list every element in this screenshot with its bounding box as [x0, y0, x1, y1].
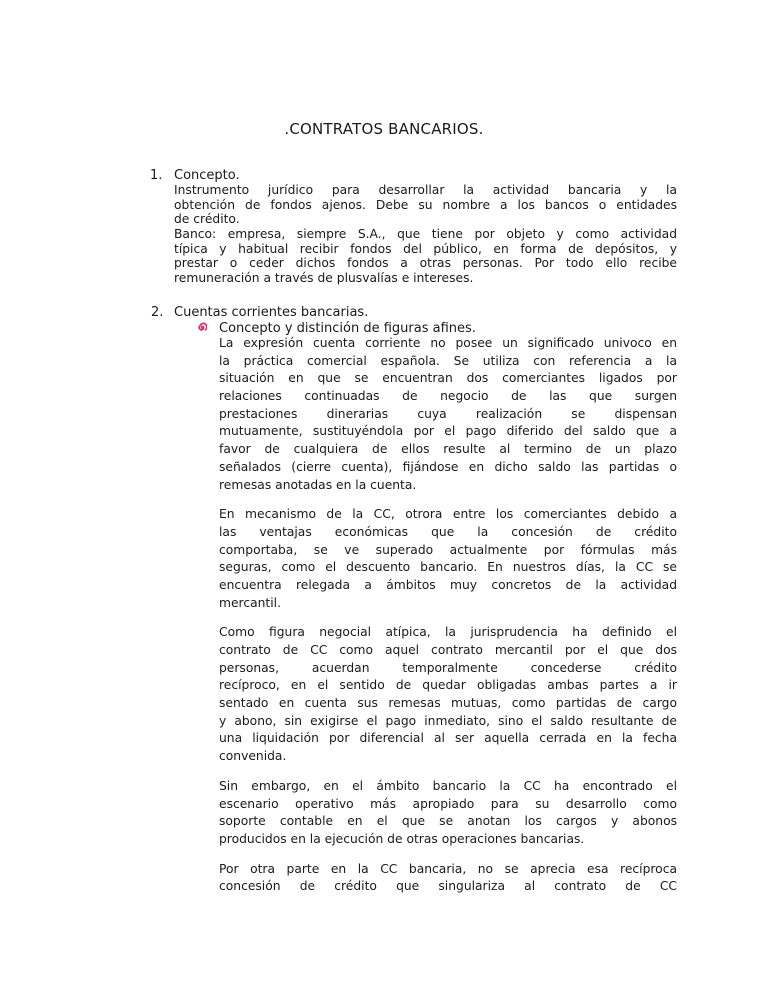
- paragraph: [219, 506, 677, 612]
- text-line: y abono, sin exigirse el pago inmediato, sino el saldo resultante de: [219, 713, 677, 728]
- text-line: mercantil.: [219, 595, 281, 610]
- text-line: mutuamente, sustituyéndola por el pago diferido del saldo que a: [219, 424, 677, 439]
- section-2-number: 2.: [151, 305, 164, 320]
- section-2-body: [219, 335, 677, 908]
- text-line: personas, acuerdan temporalmente concederse crédito: [219, 660, 677, 675]
- text-line: En mecanismo de la CC, otrora entre los comerciantes debido a: [219, 507, 677, 522]
- text-line: obtención de fondos ajenos. Debe su nombre a los bancos o entidades: [174, 197, 677, 212]
- text-line: convenida.: [219, 749, 287, 764]
- text-line: relaciones continuadas de negocio de las que surgen: [219, 389, 677, 404]
- text-line: Sin embargo, en el ámbito bancario la CC ha encontrado el: [219, 778, 677, 793]
- text-line: señalados (cierre cuenta), fijándose en dicho saldo las partidas o: [219, 459, 677, 474]
- paragraph: [219, 624, 677, 766]
- text-line: prestaciones dinerarias cuya realización se dispensan: [219, 406, 677, 421]
- paragraph: [219, 861, 677, 896]
- text-line: típica y habitual recibir fondos del público, en forma de depósitos, y: [174, 241, 677, 256]
- section-1-body: [174, 183, 677, 286]
- text-line: situación en que se encuentran dos comerciantes ligados por: [219, 371, 677, 386]
- text-line: concesión de crédito que singulariza al contrato de CC: [219, 879, 677, 894]
- text-line: prestar o ceder dichos fondos a otras personas. Por todo ello recibe: [174, 256, 677, 271]
- text-line: Como figura negocial atípica, la jurisprudencia ha definido el: [219, 625, 677, 640]
- section-1-number: 1.: [150, 168, 163, 183]
- text-line: favor de cualquiera de ellos resulte al termino de un plazo: [219, 442, 677, 457]
- text-line: Banco: empresa, siempre S.A., que tiene por objeto y como actividad: [174, 227, 677, 242]
- text-line: encuentra relegada a ámbitos muy concretos de la actividad: [219, 577, 677, 592]
- text-line: escenario operativo más apropiado para su desarrollo como: [219, 796, 677, 811]
- text-line: soporte contable en el que se anotan los cargos y abonos: [219, 814, 677, 829]
- text-line: contrato de CC como aquel contrato mercantil por el que dos: [219, 643, 677, 657]
- swirl-bullet-icon: [197, 322, 207, 334]
- text-line: una liquidación por diferencial al ser aquella cerrada en la fecha: [219, 731, 677, 746]
- document-title: .CONTRATOS BANCARIOS.: [284, 120, 484, 138]
- paragraph: [219, 778, 677, 849]
- text-line: remesas anotadas en la cuenta.: [219, 477, 417, 492]
- text-line: remuneración a través de plusvalías e intereses.: [174, 271, 474, 286]
- text-line: de crédito.: [174, 212, 240, 227]
- text-line: la práctica comercial española. Se utiliza con referencia a la: [219, 353, 677, 368]
- text-line: producidos en la ejecución de otras operaciones bancarias.: [219, 831, 585, 846]
- text-line: Por otra parte en la CC bancaria, no se aprecia esa recíproca: [219, 861, 677, 876]
- text-line: seguras, como el descuento bancario. En nuestros días, la CC se: [219, 560, 677, 575]
- text-line: recíproco, en el sentido de quedar obligadas ambas partes a ir: [219, 678, 677, 693]
- section-2-heading: Cuentas corrientes bancarias.: [174, 305, 369, 320]
- text-line: sentado en cuenta sus remesas mutuas, como partidas de cargo: [219, 696, 677, 711]
- section-1-heading: Concepto.: [174, 168, 240, 183]
- text-line: Instrumento jurídico para desarrollar la actividad bancaria y la: [174, 183, 677, 197]
- subsection-heading: Concepto y distinción de figuras afines.: [219, 321, 476, 336]
- paragraph: [219, 335, 677, 494]
- text-line: La expresión cuenta corriente no posee un significado univoco en: [219, 336, 677, 350]
- text-line: comportaba, se ve superado actualmente por fórmulas más: [219, 542, 677, 557]
- text-line: las ventajas económicas que la concesión de crédito: [219, 524, 677, 539]
